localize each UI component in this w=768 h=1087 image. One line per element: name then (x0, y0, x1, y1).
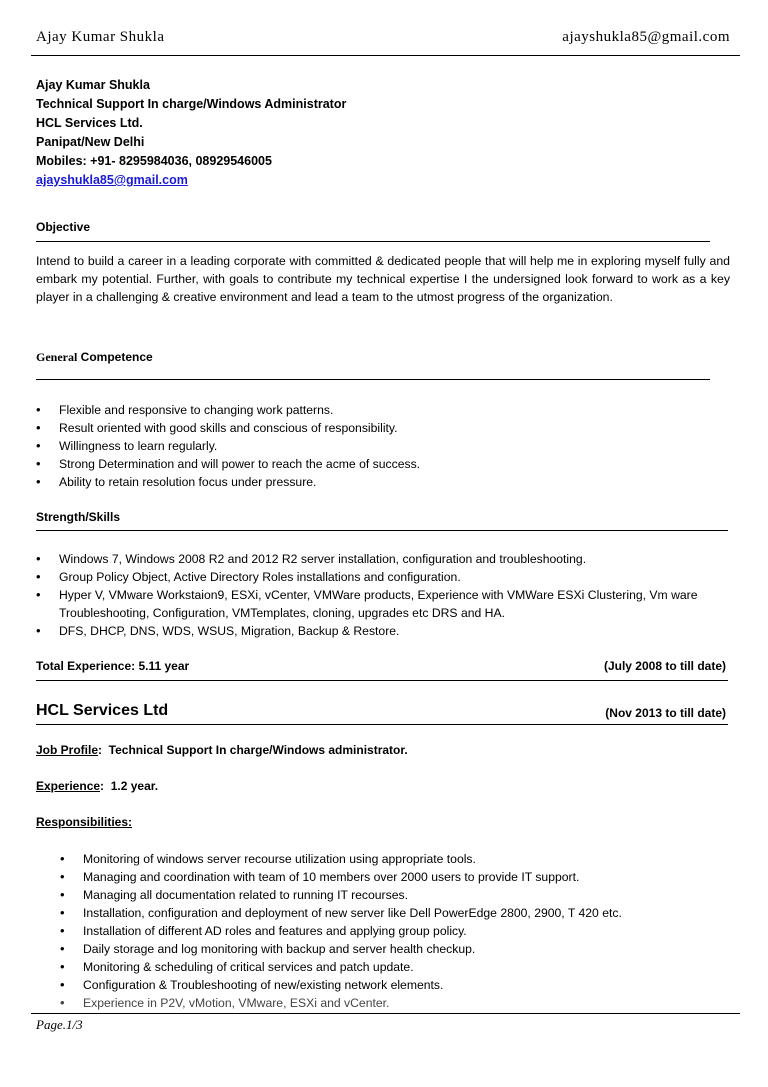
list-item: • Configuration & Troubleshooting of new/existing network elements. (60, 976, 730, 994)
total-experience-divider (36, 680, 728, 681)
job-profile-label: Job Profile (36, 743, 99, 757)
job-experience-label: Experience (36, 779, 101, 793)
header-email: ajayshukla85@gmail.com (562, 29, 730, 45)
job-profile (36, 743, 408, 757)
list-item: • Windows 7, Windows 2008 R2 and 2012 R2 server installation, configuration and troubleshooting. (36, 550, 726, 568)
competence-heading-prefix: General (36, 350, 78, 364)
list-item: • Experience in P2V, vMotion, VMware, ESXi and vCenter. (60, 994, 730, 1012)
header-name: Ajay Kumar Shukla (36, 29, 165, 45)
contact-location: Panipat/New Delhi (36, 135, 145, 149)
list-item: • Daily storage and log monitoring with backup and server health checkup. (60, 940, 730, 958)
list-item: • Group Policy Object, Active Directory Roles installations and configuration. (36, 568, 726, 586)
job-experience (36, 779, 158, 793)
footer-page-number: Page.1/3 (36, 1017, 83, 1032)
total-experience-label: Total Experience: 5.11 year (36, 659, 190, 673)
job-dates: (Nov 2013 to till date) (605, 706, 726, 720)
list-item: • Monitoring of windows server recourse utilization using appropriate tools. (60, 850, 730, 868)
objective-text: Intend to build a career in a leading corporate with committed & dedicated people that will help me in exploring myself fully and embark my potential. Further, with goals to contribute my technical expertise I the undersigned look forward to work as a key player in a challenging & creative environment and lead a team to the utmost progress of the organization. (36, 254, 730, 305)
competence-divider (36, 379, 710, 380)
objective-heading: Objective (36, 220, 91, 234)
contact-title: Technical Support In charge/Windows Administrator (36, 97, 347, 111)
skills-heading: Strength/Skills (36, 510, 121, 524)
competence-heading (36, 350, 153, 365)
list-item: • Flexible and responsive to changing work patterns. (36, 401, 726, 419)
list-item: • Strong Determination and will power to reach the acme of success. (36, 455, 726, 473)
skills-divider (36, 530, 728, 531)
total-experience-dates: (July 2008 to till date) (603, 659, 726, 673)
list-item: • Result oriented with good skills and conscious of responsibility. (36, 419, 726, 437)
list-item: • Managing and coordination with team of 10 members over 2000 users to provide IT support. (60, 868, 730, 886)
list-item: • Managing all documentation related to running IT recourses. (60, 886, 730, 904)
list-item: • DFS, DHCP, DNS, WDS, WSUS, Migration, Backup & Restore. (36, 622, 726, 640)
list-item: • Willingness to learn regularly. (36, 437, 726, 455)
list-item: • Ability to retain resolution focus under pressure. (36, 473, 726, 491)
responsibilities-list (60, 850, 730, 1012)
contact-email-link[interactable]: ajayshukla85@gmail.com (36, 173, 188, 187)
competence-heading-suffix: Competence (77, 350, 153, 364)
list-item: • Monitoring & scheduling of critical services and patch update. (60, 958, 730, 976)
job-profile-value: : Technical Support In charge/Windows administrator. (98, 743, 408, 757)
footer-divider (31, 1013, 740, 1014)
skills-list (36, 550, 726, 640)
competence-list (36, 401, 726, 491)
job-divider (36, 724, 728, 725)
contact-block (36, 76, 346, 190)
list-item: • Hyper V, VMware Workstaion9, ESXi, vCenter, VMWare products, Experience with VMWare ESXi Clustering, Vm ware Troubleshooting, Configuration, VMTemplates, cloning, upgrades etc DRS and HA. (36, 586, 726, 622)
contact-name: Ajay Kumar Shukla (36, 78, 150, 92)
header-divider (31, 55, 740, 56)
list-item: • Installation of different AD roles and features and applying group policy. (60, 922, 730, 940)
contact-mobiles: Mobiles: +91- 8295984036, 08929546005 (36, 154, 272, 168)
job-experience-value: : 1.2 year. (100, 779, 159, 793)
job-company: HCL Services Ltd (36, 702, 169, 719)
list-item: • Installation, configuration and deployment of new server like Dell PowerEdge 2800, 2900, T 420 etc. (60, 904, 730, 922)
responsibilities-heading: Responsibilities: (36, 815, 133, 829)
objective-divider (36, 241, 710, 242)
contact-company: HCL Services Ltd. (36, 116, 143, 130)
